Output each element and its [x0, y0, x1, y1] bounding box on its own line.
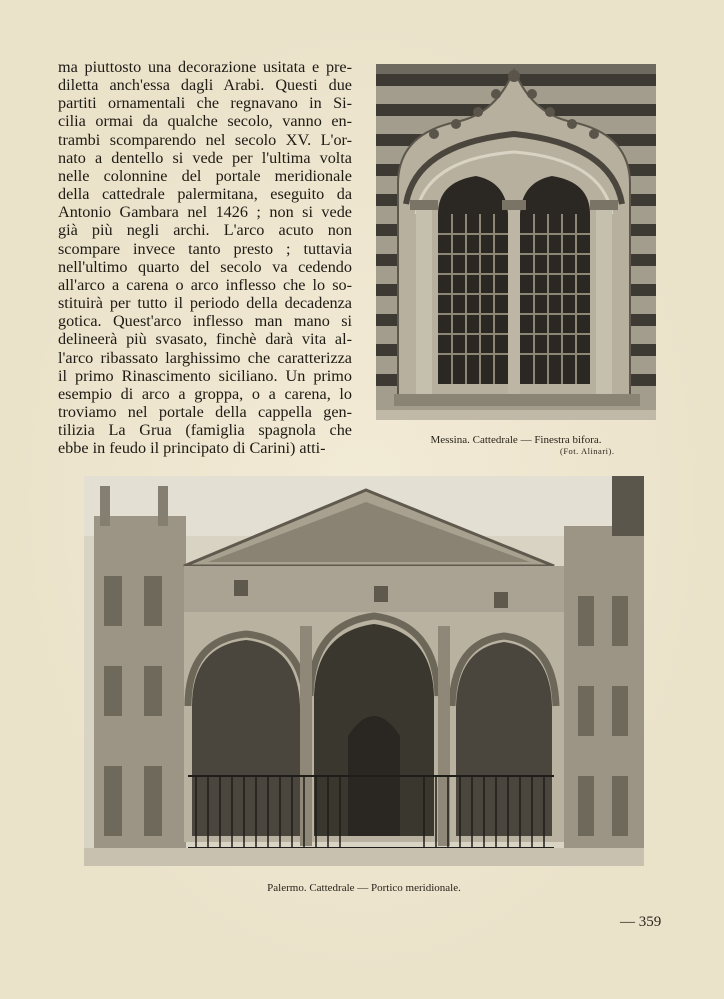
- text-line: trambi scomparendo nel secolo XV. L'or-: [58, 130, 352, 149]
- text-line: partiti ornamentali che regnavano in Si-: [58, 94, 352, 113]
- body-text-column: [58, 58, 352, 457]
- window-photo: [376, 64, 656, 420]
- text-line: il primo Rinascimento siciliano. Un primo: [58, 366, 352, 385]
- text-line: l'arco ribassato larghissimo che caratterizza: [58, 348, 352, 367]
- text-line: della cattedrale palermitana, eseguito da: [58, 185, 352, 204]
- text-line: già più negli archi. L'arco acuto non: [58, 221, 352, 240]
- portico-photo-drawing: [84, 476, 644, 866]
- text-line: tilizia La Grua (famiglia spagnola che: [58, 421, 352, 440]
- page-number: — 359: [620, 914, 662, 930]
- text-line: all'arco a carena o arco inflesso che lo so-: [58, 275, 352, 294]
- text-line: delineerà più svasato, finchè darà vita al-: [58, 330, 352, 349]
- text-line: troviamo nel portale della cappella gen-: [58, 402, 352, 421]
- text-line: diletta anch'essa dagli Arabi. Questi due: [58, 76, 352, 95]
- text-line: nelle colonnine del portale meridionale: [58, 166, 352, 185]
- window-photo-credit: (Fot. Alinari).: [560, 446, 615, 456]
- text-line: scompare invece tanto presto ; tuttavia: [58, 239, 352, 258]
- text-line: gotica. Quest'arco inflesso man mano si: [58, 312, 352, 331]
- portico-photo-caption: Palermo. Cattedrale — Portico meridionale.: [267, 882, 461, 894]
- text-line: ebbe in feudo il principato di Carini) atti-: [58, 439, 326, 458]
- window-photo-drawing: [376, 64, 656, 420]
- portico-photo: [84, 476, 644, 866]
- text-line: stituirà per tutto il periodo della decadenza: [58, 294, 352, 313]
- text-line: ma piuttosto una decorazione usitata e pre-: [58, 58, 352, 76]
- text-line: Antonio Gambara nel 1426 ; non si vede: [58, 203, 352, 222]
- window-photo-caption: Messina. Cattedrale — Finestra bifora.: [430, 434, 602, 446]
- text-line: esempio di arco a groppa, o a carena, lo: [58, 384, 352, 403]
- text-line: cilia ormai da qualche secolo, vanno en-: [58, 112, 352, 131]
- text-line: nato a dentello si vede per l'ultima volta: [58, 148, 352, 167]
- text-line: nell'ultimo quarto del secolo va cedendo: [58, 257, 352, 276]
